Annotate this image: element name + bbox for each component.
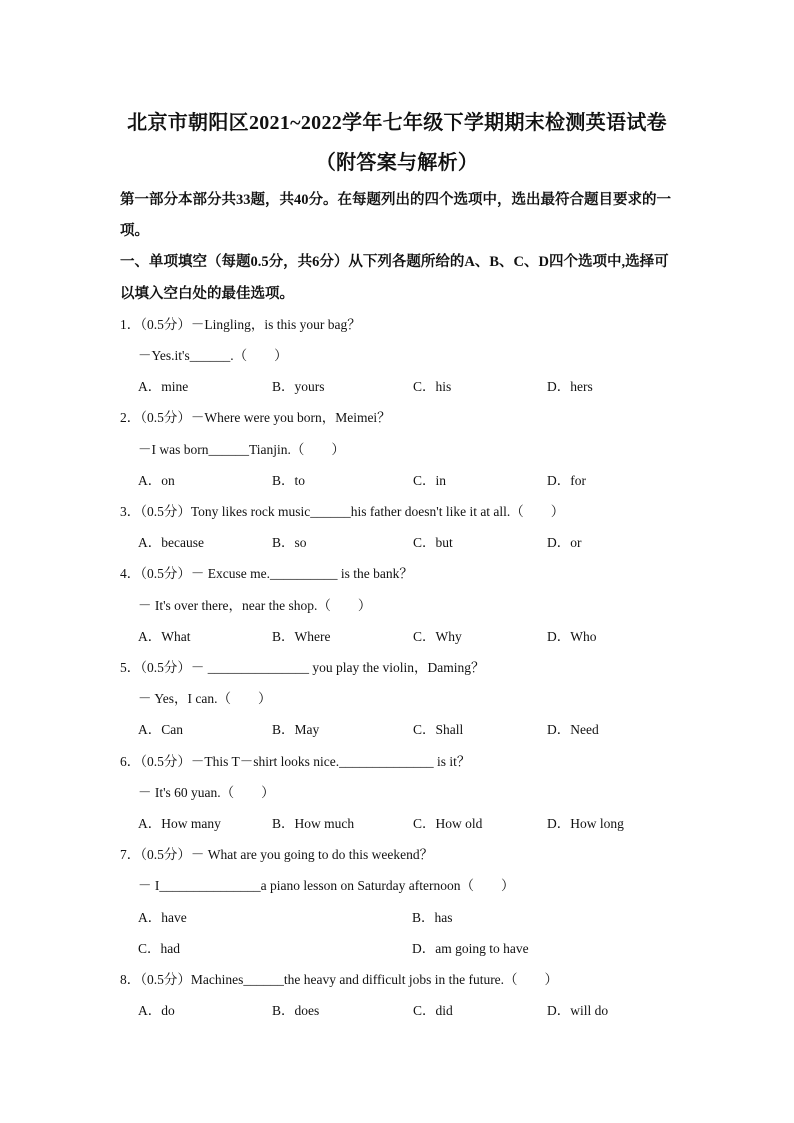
section1-instruction-line2: 以填入空白处的最佳选项。 xyxy=(120,286,294,302)
question-2: 2．（0.5分）－Where were you born，Meimei？ xyxy=(120,410,391,425)
question-3-option-d: D．or xyxy=(547,535,582,550)
question-1: 1．（0.5分）－Lingling，is this your bag？ xyxy=(120,317,361,332)
question-6-answer-line: － It's 60 yuan.（ ） xyxy=(138,785,275,800)
question-5-option-b: B．May xyxy=(272,722,320,737)
question-4-option-a: A．What xyxy=(138,629,191,644)
exam-subtitle: （附答案与解析） xyxy=(315,152,479,174)
question-2-option-a: A．on xyxy=(138,473,175,488)
question-3-option-b: B．so xyxy=(272,535,307,550)
question-2-option-c: C．in xyxy=(413,473,447,488)
question-6-option-c: C．How old xyxy=(413,816,483,831)
question-7: 7．（0.5分）－ What are you going to do this weekend？ xyxy=(120,847,434,862)
question-4-option-b: B．Where xyxy=(272,629,331,644)
question-7-option-a: A．have xyxy=(138,910,187,925)
question-4-option-d: D．Who xyxy=(547,629,597,644)
question-8-option-d: D．will do xyxy=(547,1003,609,1018)
question-3-option-c: C．but xyxy=(413,535,453,550)
question-5: 5．（0.5分）－ _______________ you play the violin，Daming？ xyxy=(120,660,485,675)
question-2-answer-line: －I was born______Tianjin.（ ） xyxy=(138,442,345,457)
question-7-option-b: B．has xyxy=(412,910,453,925)
question-6-option-d: D．How long xyxy=(547,816,624,831)
question-2-option-b: B．to xyxy=(272,473,306,488)
question-6-option-a: A．How many xyxy=(138,816,221,831)
question-4-answer-line: － It's over there，near the shop.（ ） xyxy=(138,598,372,613)
exam-title: 北京市朝阳区2021~2022学年七年级下学期期末检测英语试卷 xyxy=(127,112,667,134)
section1-instruction-line1: 一、单项填空（每题0.5分，共6分）从下列各题所给的A、B、C、D四个选项中,选择可 xyxy=(120,254,669,270)
question-8-option-a: A．do xyxy=(138,1003,175,1018)
question-4-option-c: C．Why xyxy=(413,629,462,644)
question-1-option-d: D．hers xyxy=(547,379,593,394)
question-8-option-c: C．did xyxy=(413,1003,453,1018)
question-5-option-d: D．Need xyxy=(547,722,599,737)
question-7-answer-line: － I_______________a piano lesson on Saturday afternoon（ ） xyxy=(138,878,515,893)
question-3: 3．（0.5分）Tony likes rock music______his father doesn't like it at all.（ ） xyxy=(120,504,565,519)
question-5-option-a: A．Can xyxy=(138,722,183,737)
question-6: 6．（0.5分）－This T－shirt looks nice.______________ is it？ xyxy=(120,754,471,769)
question-1-answer-line: －Yes.it's______.（ ） xyxy=(138,348,288,363)
question-2-option-d: D．for xyxy=(547,473,586,488)
question-6-option-b: B．How much xyxy=(272,816,355,831)
question-8-option-b: B．does xyxy=(272,1003,320,1018)
part1-instruction-line1: 第一部分本部分共33题，共40分。在每题列出的四个选项中，选出最符合题目要求的一 xyxy=(120,192,671,208)
question-1-option-a: A．mine xyxy=(138,379,189,394)
question-4: 4．（0.5分）－ Excuse me.__________ is the bank？ xyxy=(120,566,413,581)
question-8: 8．（0.5分）Machines______the heavy and difficult jobs in the future.（ ） xyxy=(120,972,559,987)
question-5-option-c: C．Shall xyxy=(413,722,464,737)
question-7-option-c: C．had xyxy=(138,941,180,956)
question-1-option-c: C．his xyxy=(413,379,452,394)
question-3-option-a: A．because xyxy=(138,535,204,550)
part1-instruction-line2: 项。 xyxy=(120,223,149,239)
question-1-option-b: B．yours xyxy=(272,379,325,394)
question-5-answer-line: － Yes，I can.（ ） xyxy=(138,691,272,706)
question-7-option-d: D．am going to have xyxy=(412,941,529,956)
